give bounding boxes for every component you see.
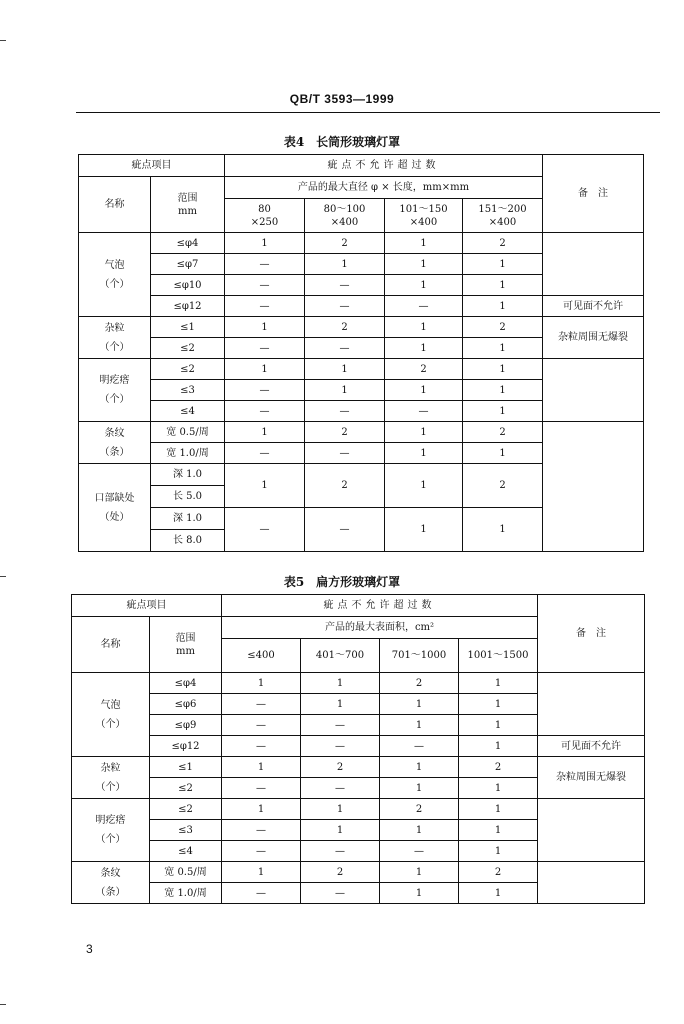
size-column-header: 101～150 ×400 <box>385 199 463 233</box>
value-cell: 1 <box>385 338 463 359</box>
value-cell: — <box>385 296 463 317</box>
value-cell: 1 <box>301 820 380 841</box>
size-column-header: 401～700 <box>301 639 380 673</box>
value-cell: 2 <box>459 862 538 883</box>
remark-cell <box>543 422 644 552</box>
value-cell: 1 <box>305 380 385 401</box>
value-cell: 1 <box>463 443 543 464</box>
value-cell: — <box>222 883 301 904</box>
value-cell: 1 <box>301 673 380 694</box>
value-cell: — <box>380 841 459 862</box>
value-cell: 2 <box>459 757 538 778</box>
size-column-header: 701～1000 <box>380 639 459 673</box>
size-column-header: 151～200 ×400 <box>463 199 543 233</box>
value-cell: — <box>301 778 380 799</box>
value-cell: — <box>385 401 463 422</box>
table-row <box>79 296 644 317</box>
value-cell: 1 <box>385 233 463 254</box>
value-cell: 1 <box>463 296 543 317</box>
range-cell: 宽 0.5/周 <box>151 422 225 443</box>
value-cell: — <box>222 820 301 841</box>
defect-item-header: 疵点项目 <box>79 155 225 177</box>
table-row <box>79 233 644 254</box>
scan-edge-mark <box>0 1004 6 1005</box>
value-cell: 2 <box>463 422 543 443</box>
value-cell: 1 <box>222 862 301 883</box>
table-row <box>79 422 644 443</box>
value-cell: — <box>301 883 380 904</box>
value-cell: 2 <box>463 464 543 508</box>
remark-cell: 杂粒周围无爆裂 <box>543 317 644 359</box>
header-row <box>79 155 644 177</box>
defect-name: 口部缺处 （处） <box>79 464 151 552</box>
value-cell: 1 <box>305 359 385 380</box>
value-cell: 1 <box>385 380 463 401</box>
range-header <box>151 177 225 233</box>
value-cell: 1 <box>380 694 459 715</box>
value-cell: 1 <box>463 338 543 359</box>
value-cell: — <box>305 275 385 296</box>
value-cell: — <box>380 736 459 757</box>
range-unit: mm <box>176 645 195 657</box>
defect-name: 明疙瘩 （个） <box>79 359 151 422</box>
range-cell: ≤3 <box>150 820 222 841</box>
remark-cell <box>543 233 644 296</box>
size-column-header: 1001～1500 <box>459 639 538 673</box>
value-cell: 1 <box>459 820 538 841</box>
standard-number: QB/T 3593—1999 <box>289 92 395 106</box>
table4 <box>78 154 644 552</box>
remark-cell: 可见面不允许 <box>543 296 644 317</box>
range-label: 范围 <box>177 192 198 204</box>
value-cell: 1 <box>222 757 301 778</box>
header-row <box>72 595 645 617</box>
value-cell: 2 <box>385 359 463 380</box>
value-cell: — <box>222 736 301 757</box>
table-row <box>72 862 645 883</box>
range-cell: 长 5.0 <box>151 486 225 508</box>
max-allowed-header: 疵点不允许超过数 <box>222 595 538 617</box>
value-cell: 1 <box>222 799 301 820</box>
value-cell: — <box>225 380 305 401</box>
range-cell: ≤2 <box>150 799 222 820</box>
value-cell: — <box>305 443 385 464</box>
range-cell: 宽 0.5/周 <box>150 862 222 883</box>
value-cell: 2 <box>301 757 380 778</box>
value-cell: 1 <box>305 254 385 275</box>
value-cell: 1 <box>301 799 380 820</box>
value-cell: 1 <box>385 275 463 296</box>
defect-name: 气泡 （个） <box>79 233 151 317</box>
value-cell: — <box>301 841 380 862</box>
table-row <box>72 799 645 820</box>
value-cell: 1 <box>225 464 305 508</box>
name-header: 名称 <box>72 617 150 673</box>
name-header: 名称 <box>79 177 151 233</box>
range-cell: ≤φ6 <box>150 694 222 715</box>
value-cell: 1 <box>463 359 543 380</box>
value-cell: 1 <box>459 841 538 862</box>
range-cell: ≤φ12 <box>150 736 222 757</box>
value-cell: 1 <box>459 799 538 820</box>
table4-title: 表4 长筒形玻璃灯罩 <box>283 135 401 149</box>
value-cell: — <box>225 443 305 464</box>
value-cell: 1 <box>459 715 538 736</box>
value-cell: 1 <box>385 464 463 508</box>
value-cell: 2 <box>305 422 385 443</box>
value-cell: — <box>222 841 301 862</box>
value-cell: 1 <box>459 673 538 694</box>
range-cell: ≤φ12 <box>151 296 225 317</box>
defect-name: 条纹 （条） <box>72 862 150 904</box>
value-cell: — <box>225 275 305 296</box>
range-cell: ≤2 <box>150 778 222 799</box>
value-cell: 1 <box>380 883 459 904</box>
value-cell: 1 <box>225 233 305 254</box>
range-cell: 长 8.0 <box>151 530 225 552</box>
scan-edge-mark <box>0 40 6 41</box>
value-cell: 1 <box>463 275 543 296</box>
remarks-header: 备 注 <box>543 155 644 233</box>
remarks-header: 备 注 <box>538 595 645 673</box>
defect-name: 杂粒 （个） <box>72 757 150 799</box>
range-cell: 宽 1.0/周 <box>151 443 225 464</box>
size-column-header: 80 ×250 <box>225 199 305 233</box>
value-cell: 1 <box>225 422 305 443</box>
value-cell: — <box>222 778 301 799</box>
value-cell: — <box>222 694 301 715</box>
size-column-header: 80～100 ×400 <box>305 199 385 233</box>
range-cell: ≤3 <box>151 380 225 401</box>
value-cell: 2 <box>463 317 543 338</box>
value-cell: — <box>301 715 380 736</box>
range-cell: 宽 1.0/周 <box>150 883 222 904</box>
value-cell: 1 <box>380 820 459 841</box>
value-cell: 2 <box>301 862 380 883</box>
value-cell: 2 <box>380 673 459 694</box>
table5 <box>71 594 645 904</box>
defect-item-header: 疵点项目 <box>72 595 222 617</box>
value-cell: 1 <box>385 422 463 443</box>
value-cell: 1 <box>385 508 463 552</box>
value-cell: 1 <box>459 694 538 715</box>
remark-cell: 杂粒周围无爆裂 <box>538 757 645 799</box>
value-cell: 2 <box>463 233 543 254</box>
range-cell: ≤φ9 <box>150 715 222 736</box>
remark-cell: 可见面不允许 <box>538 736 645 757</box>
max-allowed-header: 疵点不允许超过数 <box>225 155 543 177</box>
value-cell: 1 <box>385 317 463 338</box>
value-cell: 1 <box>380 778 459 799</box>
scan-edge-mark <box>0 576 6 577</box>
value-cell: 2 <box>305 233 385 254</box>
value-cell: — <box>225 296 305 317</box>
defect-name: 明疙瘩 （个） <box>72 799 150 862</box>
product-size-header: 产品的最大直径 φ × 长度，mm×mm <box>225 177 543 199</box>
value-cell: 1 <box>459 736 538 757</box>
size-column-header: ≤400 <box>222 639 301 673</box>
header-rule <box>76 112 660 113</box>
value-cell: 1 <box>385 443 463 464</box>
remark-cell <box>538 862 645 904</box>
product-size-header: 产品的最大表面积，cm² <box>222 617 538 639</box>
defect-name: 杂粒 （个） <box>79 317 151 359</box>
value-cell: 1 <box>222 673 301 694</box>
table-row <box>79 359 644 380</box>
table5-title: 表5 扁方形玻璃灯罩 <box>283 575 401 589</box>
value-cell: — <box>305 338 385 359</box>
range-cell: ≤φ10 <box>151 275 225 296</box>
range-cell: ≤4 <box>151 401 225 422</box>
value-cell: — <box>225 508 305 552</box>
value-cell: — <box>222 715 301 736</box>
remark-cell <box>538 673 645 736</box>
value-cell: 1 <box>380 862 459 883</box>
value-cell: 1 <box>380 757 459 778</box>
value-cell: 1 <box>463 380 543 401</box>
table-row <box>79 317 644 338</box>
range-cell: ≤φ4 <box>151 233 225 254</box>
value-cell: 1 <box>459 883 538 904</box>
range-cell: 深 1.0 <box>151 464 225 486</box>
value-cell: 1 <box>225 359 305 380</box>
range-unit: mm <box>178 205 197 217</box>
range-header <box>150 617 222 673</box>
table-row <box>72 736 645 757</box>
range-cell: ≤1 <box>151 317 225 338</box>
table-row <box>72 673 645 694</box>
range-cell: ≤φ4 <box>150 673 222 694</box>
value-cell: — <box>305 401 385 422</box>
remark-cell <box>538 799 645 862</box>
value-cell: 1 <box>459 778 538 799</box>
range-cell: ≤2 <box>151 338 225 359</box>
value-cell: 1 <box>463 401 543 422</box>
remark-cell <box>543 359 644 422</box>
value-cell: 1 <box>225 317 305 338</box>
value-cell: — <box>301 736 380 757</box>
range-cell: 深 1.0 <box>151 508 225 530</box>
value-cell: — <box>225 338 305 359</box>
page-number: 3 <box>86 942 93 956</box>
value-cell: — <box>225 401 305 422</box>
range-cell: ≤2 <box>151 359 225 380</box>
value-cell: 1 <box>385 254 463 275</box>
value-cell: 2 <box>305 464 385 508</box>
defect-name: 条纹 （条） <box>79 422 151 464</box>
value-cell: 1 <box>301 694 380 715</box>
range-cell: ≤4 <box>150 841 222 862</box>
defect-name: 气泡 （个） <box>72 673 150 757</box>
range-label: 范围 <box>175 632 196 644</box>
range-cell: ≤1 <box>150 757 222 778</box>
value-cell: 1 <box>463 508 543 552</box>
value-cell: 2 <box>305 317 385 338</box>
value-cell: 2 <box>380 799 459 820</box>
value-cell: 1 <box>380 715 459 736</box>
table-row <box>72 757 645 778</box>
value-cell: — <box>305 296 385 317</box>
value-cell: — <box>305 508 385 552</box>
value-cell: — <box>225 254 305 275</box>
range-cell: ≤φ7 <box>151 254 225 275</box>
value-cell: 1 <box>463 254 543 275</box>
